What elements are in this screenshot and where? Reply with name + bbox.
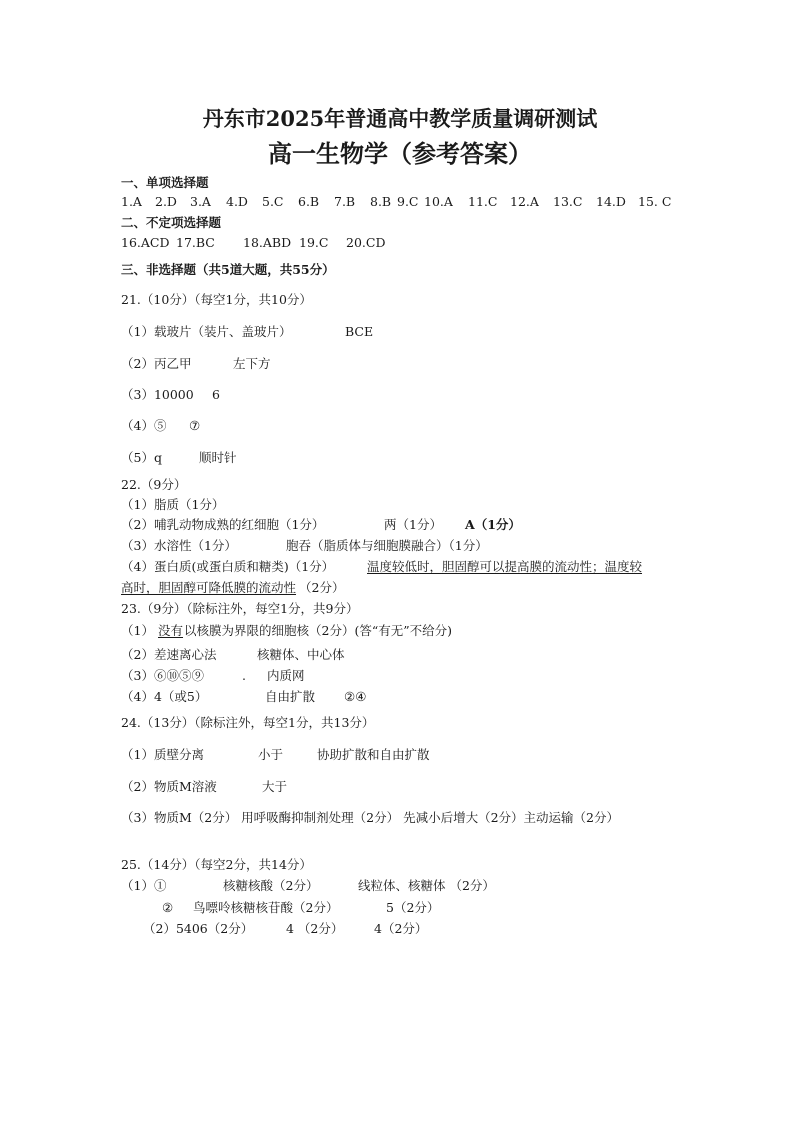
question-header: 21.（10分）（每空1分，共10分） (121, 292, 312, 307)
answer-text: 自由扩散 (265, 689, 316, 704)
answer-text: （2）物质M溶液 (121, 779, 217, 794)
answer-item: 19.C (299, 235, 329, 250)
answer-item: 1.A (121, 194, 142, 209)
section-heading-non-choice: 三、非选择题（共5道大题，共55分） (121, 262, 335, 277)
answer-item: 14.D (596, 194, 626, 209)
answer-item: 3.A (190, 194, 211, 209)
answer-text: （1）载玻片（装片、盖玻片） (121, 324, 292, 339)
answer-text: （1） (121, 623, 154, 638)
answer-text: ⑦ (189, 418, 201, 433)
answer-item: 16.ACD (121, 235, 170, 250)
answer-text: （2）差速离心法 (121, 647, 217, 662)
answer-text: （2）哺乳动物成熟的红细胞（1分） (121, 517, 325, 532)
section-heading-single-choice: 一、单项选择题 (121, 175, 209, 190)
answer-text: （3）10000 (121, 387, 194, 402)
exam-title: 丹东市2025年普通高中教学质量调研测试 (202, 106, 598, 131)
answer-text: 高时，胆固醇可降低膜的流动性 (121, 580, 297, 595)
answer-text: （4）蛋白质(或蛋白质和糖类)（1分） (121, 559, 335, 574)
answer-text: A（1分） (465, 517, 521, 532)
answer-text: 协助扩散和自由扩散 (317, 747, 430, 762)
answer-text: （5）q (121, 450, 162, 465)
answer-item: 6.B (298, 194, 320, 209)
answer-text: . (242, 668, 246, 683)
answer-text: （3）水溶性（1分） (121, 538, 237, 553)
answer-text: （1）质壁分离 (121, 747, 204, 762)
answer-text: 小于 (258, 747, 284, 762)
answer-text: （1）脂质（1分） (121, 497, 225, 512)
answer-text: （4）4（或5） (121, 689, 208, 704)
answer-item: 5.C (262, 194, 284, 209)
answer-item: 9.C (397, 194, 419, 209)
answer-item: 17.BC (176, 235, 215, 250)
answer-item: 13.C (553, 194, 583, 209)
answer-text: 以核膜为界限的细胞核（2分）(答“有无”不给分) (184, 623, 452, 638)
answer-text: （2分） (299, 580, 345, 595)
question-header: 22.（9分） (121, 477, 187, 492)
answer-item: 11.C (468, 194, 498, 209)
answer-item: 12.A (510, 194, 539, 209)
answer-item: 7.B (334, 194, 356, 209)
answer-item: 15. C (638, 194, 672, 209)
answer-item: 8.B (370, 194, 392, 209)
answer-text: ②④ (344, 689, 367, 704)
answer-text: 两（1分） (384, 517, 442, 532)
question-header: 24.（13分）（除标注外，每空1分，共13分） (121, 715, 375, 730)
answer-text: 没有 (158, 623, 184, 638)
answer-text: （1）① (121, 878, 167, 893)
answer-text: （4）⑤ (121, 418, 167, 433)
answer-text: 左下方 (233, 356, 271, 371)
answer-text: ② (162, 900, 174, 915)
answer-text: 线粒体、核糖体 （2分） (358, 878, 495, 893)
answer-text: BCE (345, 324, 374, 339)
answer-text: 核糖体、中心体 (257, 647, 345, 662)
answer-text: 4（2分） (374, 921, 428, 936)
answer-text: （3）物质M（2分） 用呼吸酶抑制剂处理（2分） 先减小后增大（2分）主动运输（2分） (121, 810, 620, 825)
exam-subtitle: 高一生物学（参考答案） (268, 139, 532, 168)
answer-text: （3）⑥⑩⑤⑨ (121, 668, 204, 683)
answer-text: 核糖核酸（2分） (223, 878, 319, 893)
answer-text: 顺时针 (199, 450, 237, 465)
answer-item: 10.A (424, 194, 453, 209)
answer-text: （2）5406（2分） (143, 921, 254, 936)
section-heading-multiple-choice: 二、不定项选择题 (121, 215, 222, 230)
answer-text: 5（2分） (386, 900, 440, 915)
answer-item: 2.D (155, 194, 177, 209)
answer-text: （2）丙乙甲 (121, 356, 192, 371)
answer-item: 18.ABD (243, 235, 292, 250)
answer-text: 温度较低时，胆固醇可以提高膜的流动性；温度较 (367, 559, 643, 574)
answer-text: 大于 (262, 779, 288, 794)
answer-item: 4.D (226, 194, 248, 209)
question-header: 23.（9分）（除标注外，每空1分，共9分） (121, 601, 359, 616)
answer-text: 胞吞（脂质体与细胞膜融合）（1分） (286, 538, 488, 553)
question-header: 25.（14分）（每空2分，共14分） (121, 857, 312, 872)
answer-text: 内质网 (267, 668, 305, 683)
answer-text: 6 (212, 387, 220, 402)
answer-item: 20.CD (346, 235, 386, 250)
answer-text: 4 （2分） (286, 921, 344, 936)
answer-text: 鸟嘌呤核糖核苷酸（2分） (193, 900, 339, 915)
